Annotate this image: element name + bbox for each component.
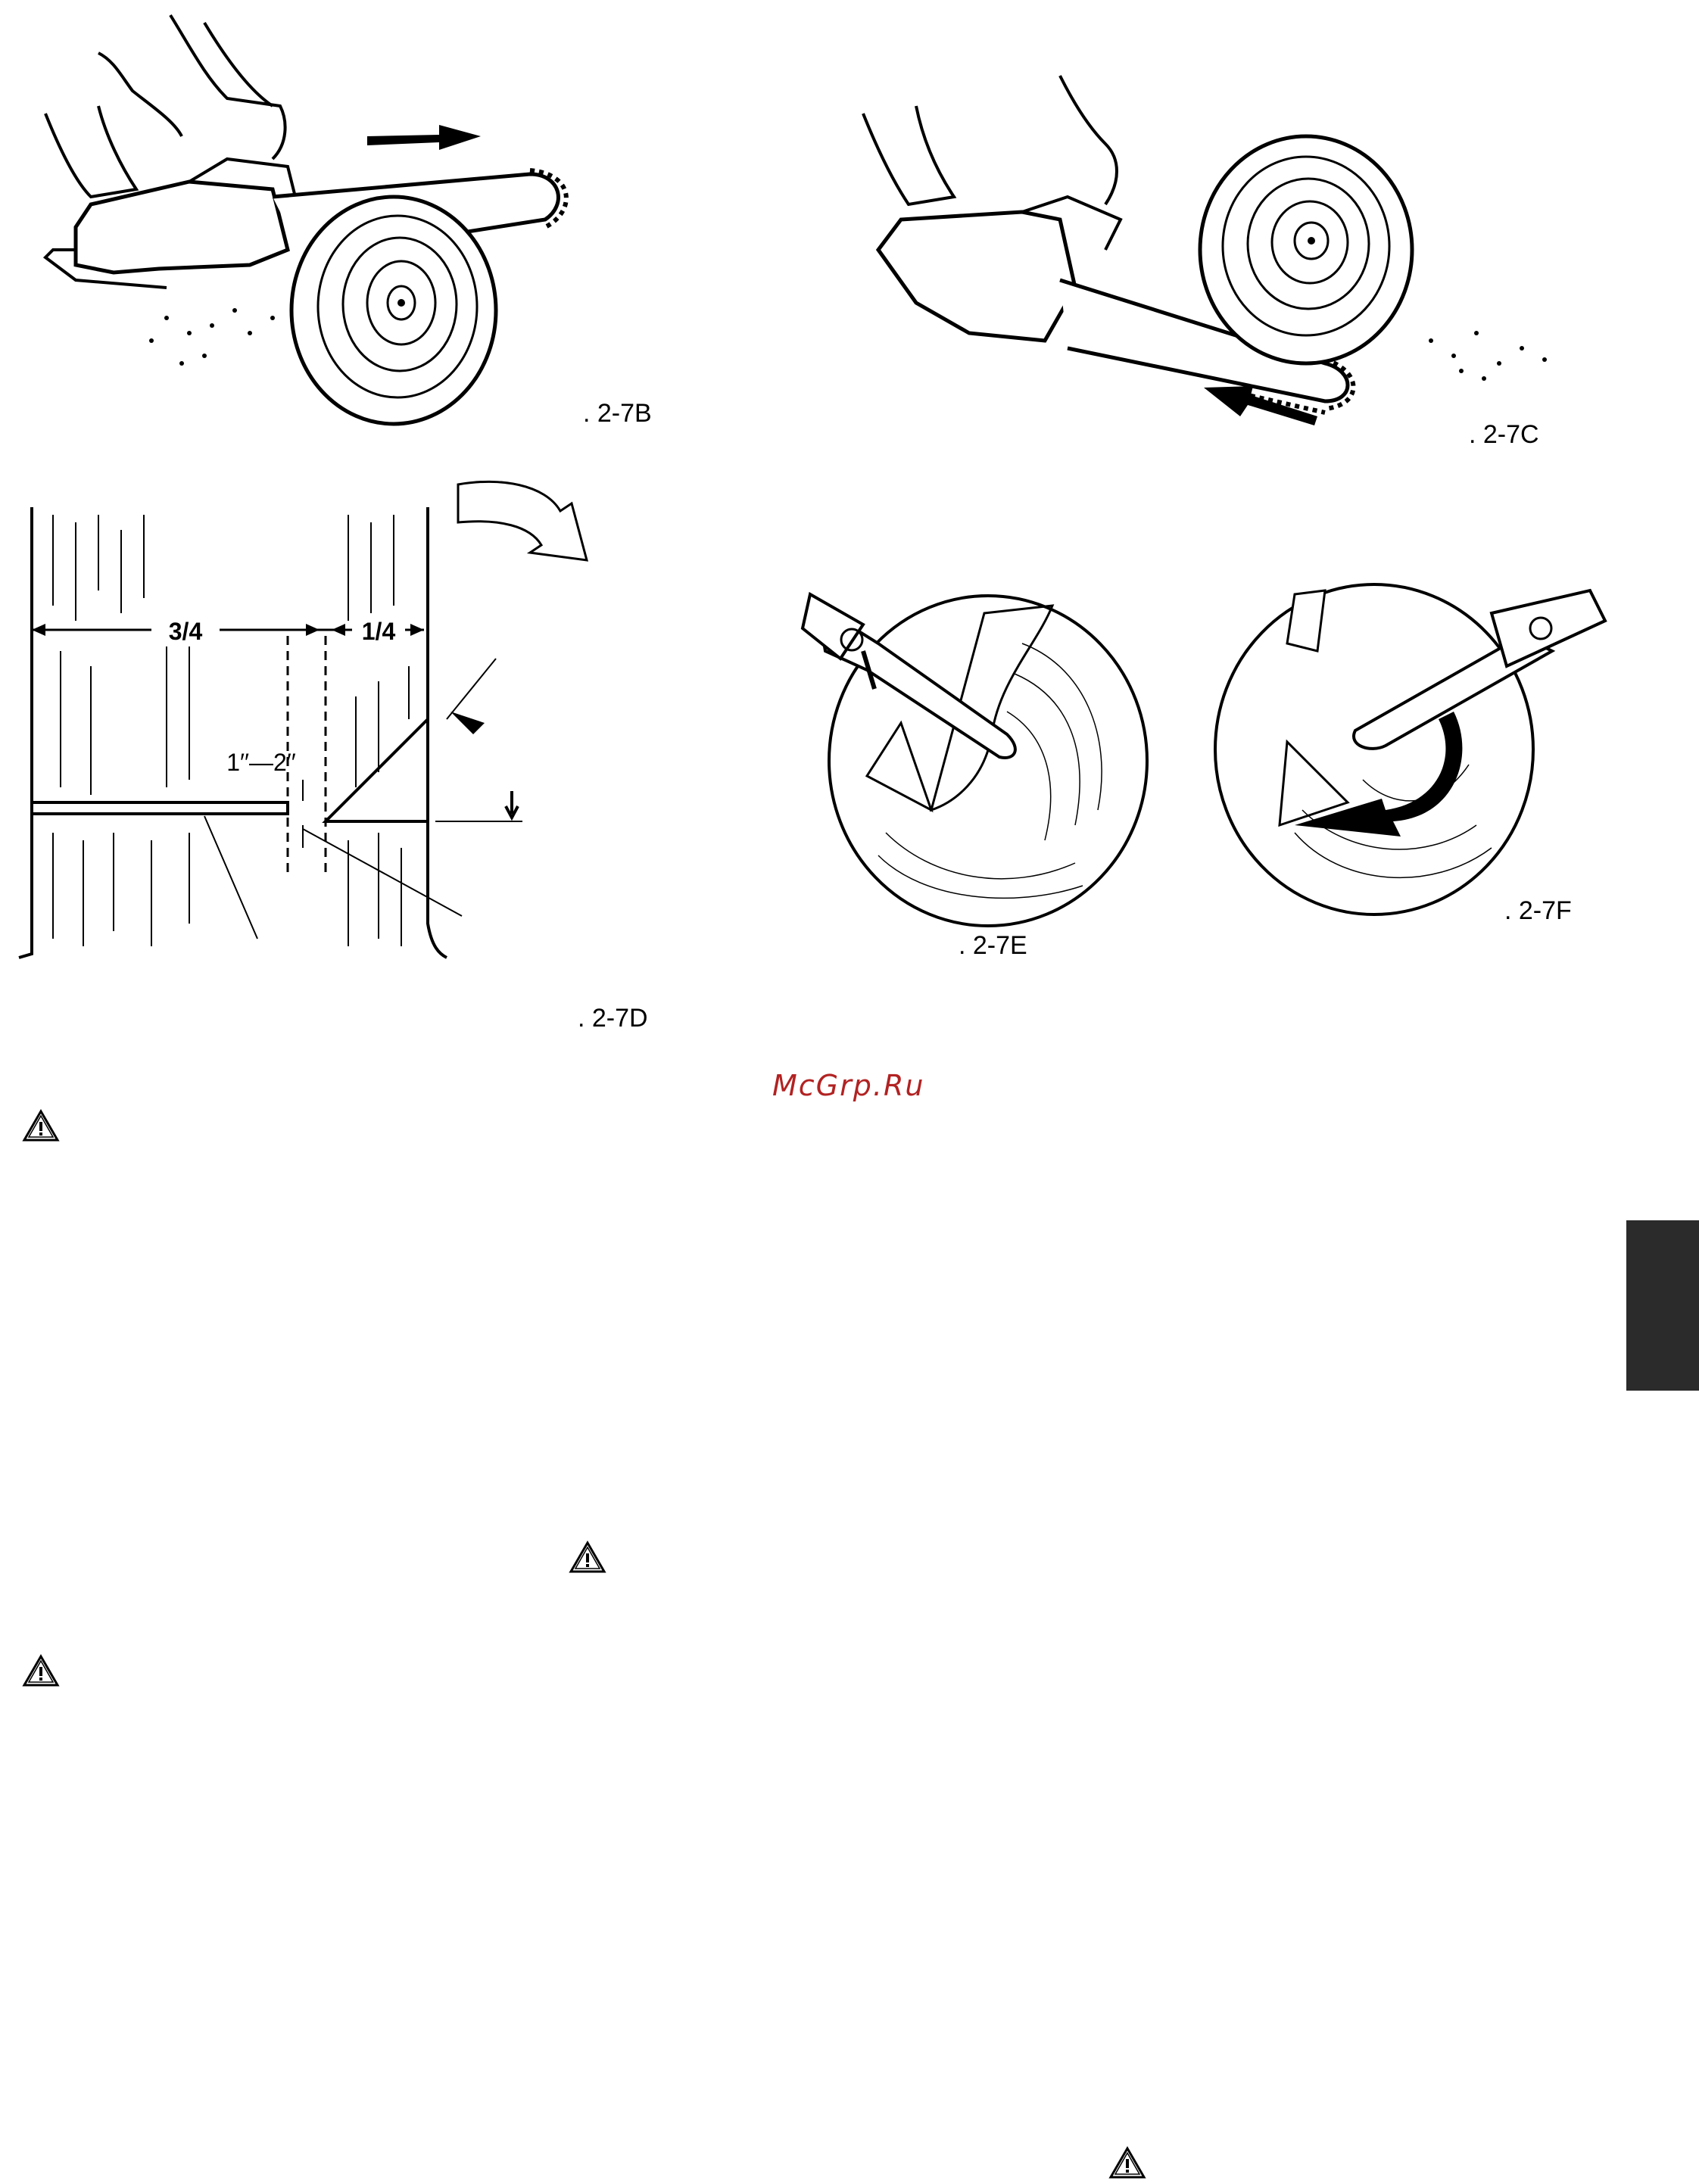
warning-triangle-icon bbox=[1108, 2145, 1147, 2180]
curved-arrow-icon bbox=[458, 481, 587, 560]
warning-triangle-icon bbox=[21, 1108, 61, 1143]
figure-2-7d-diagram bbox=[0, 469, 681, 969]
figure-2-7c-illustration bbox=[833, 61, 1590, 469]
figure-2-7b bbox=[0, 0, 681, 439]
figure-caption: . 2-7C bbox=[1469, 420, 1539, 449]
figure-2-7f bbox=[1196, 583, 1620, 946]
warning-triangle-icon bbox=[568, 1540, 607, 1575]
figure-2-7e bbox=[795, 583, 1143, 969]
section-tab bbox=[1626, 1220, 1699, 1391]
dimension-three-quarters: 3/4 bbox=[168, 618, 203, 645]
dimension-one-quarter: 1/4 bbox=[361, 618, 396, 645]
arrow-right-icon bbox=[367, 125, 481, 150]
hinge-dimension: 1′′—2′′ bbox=[226, 749, 296, 776]
figure-2-7d bbox=[0, 469, 681, 1045]
figure-2-7f-illustration bbox=[1196, 583, 1620, 931]
figure-2-7b-illustration bbox=[0, 0, 681, 439]
figure-2-7c bbox=[833, 61, 1590, 469]
figure-caption: . 2-7D bbox=[578, 1004, 648, 1033]
figure-caption: . 2-7E bbox=[959, 931, 1027, 960]
figure-2-7e-illustration bbox=[795, 583, 1143, 931]
figure-caption: . 2-7F bbox=[1504, 896, 1572, 925]
warning-triangle-icon bbox=[21, 1653, 61, 1688]
figure-caption: . 2-7B bbox=[583, 399, 652, 428]
watermark-text: McGrp.Ru bbox=[772, 1069, 925, 1102]
